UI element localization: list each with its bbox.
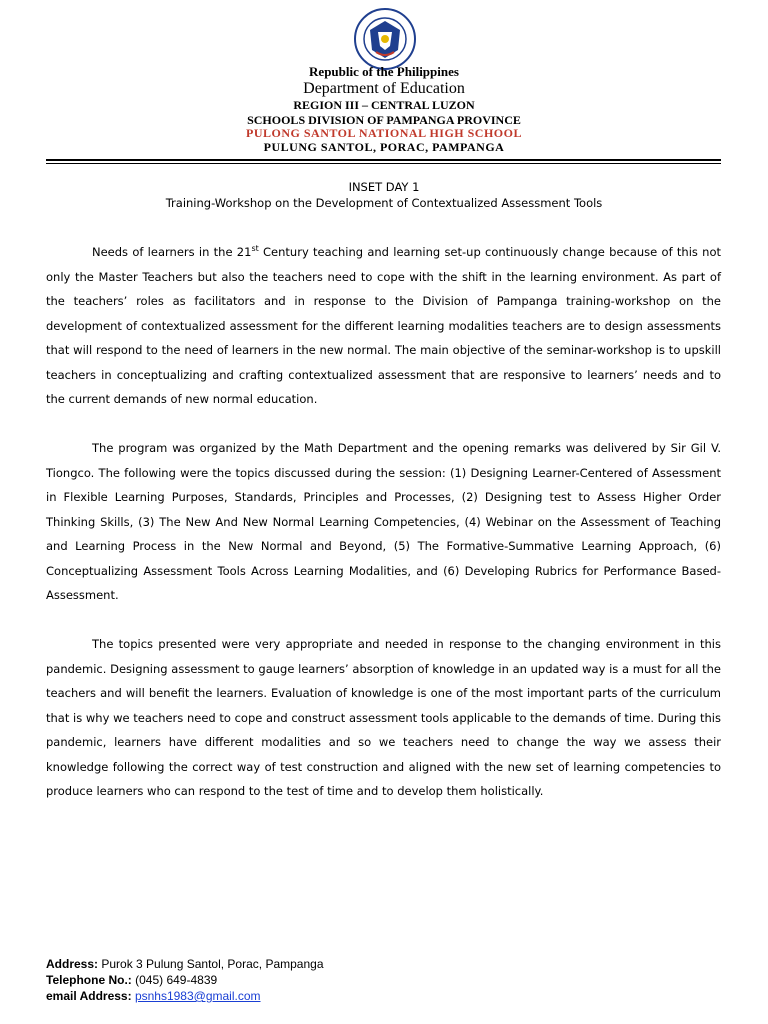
- department-heading: Department of Education: [303, 80, 465, 97]
- school-name-heading: PULONG SANTOL NATIONAL HIGH SCHOOL: [246, 126, 522, 140]
- body-paragraph-3: The topics presented were very appropriate and needed in response to the changing environment in this pandemic. Designing assessment to gauge learners’ absorption of knowledge in an updated way is a must for all the teachers and will benefit the learners. Evaluation of knowledge is one of the most important parts of the curriculum that is why we teachers need to cope and construct assessment tools applicable to the demands of time. During this pandemic, learners have different modalities and so we teachers need to change the way we assess their knowledge following the correct way of test construction and aligned with the new set of learning competencies to produce learners who can respond to the test of time and to develop them holistically.: [46, 637, 721, 798]
- address-label: Address:: [46, 957, 99, 971]
- p1-text-start: Needs of learners in the 21: [92, 245, 252, 259]
- document-subtitle: Training-Workshop on the Development of Contextualized Assessment Tools: [165, 196, 603, 210]
- header-divider-thick: [46, 159, 721, 161]
- division-heading: SCHOOLS DIVISION OF PAMPANGA PROVINCE: [247, 113, 521, 127]
- footer-telephone: [46, 973, 217, 987]
- school-address-heading: PULUNG SANTOL, PORAC, PAMPANGA: [263, 140, 505, 154]
- region-heading: REGION III – CENTRAL LUZON: [293, 98, 475, 112]
- deped-seal-logo: [354, 8, 416, 70]
- header-divider-thin: [46, 163, 721, 164]
- email-link[interactable]: psnhs1983@gmail.com: [134, 989, 261, 1003]
- p1-text-rest: Century teaching and learning set-up continuously change because of this not only the Master Teachers but also the teachers need to cope with the shift in the learning environment. As part of the teachers’ roles as facilitators and in response to the Division of Pampanga training-workshop on the development of contextualized assessment for the different learning modalities teachers are to design assessments that will respond to the need of learners in the new normal. The main objective of the seminar-workshop is to upskill teachers in conceptualizing and crafting contextualized assessment that are responsive to learners’ needs and to the current demands of new normal education.: [46, 245, 721, 406]
- telephone-value: (045) 649-4839: [131, 973, 218, 987]
- document-title: INSET DAY 1: [348, 180, 420, 194]
- address-value: Purok 3 Pulung Santol, Porac, Pampanga: [98, 957, 324, 971]
- republic-heading: Republic of the Philippines: [309, 64, 459, 79]
- telephone-label: Telephone No.:: [46, 973, 132, 987]
- p1-superscript: st: [251, 244, 259, 254]
- email-label: email Address:: [46, 989, 132, 1003]
- body-paragraph-2: The program was organized by the Math Department and the opening remarks was delivered by Sir Gil V. Tiongco. The following were the topics discussed during the session: (1) Designing Learner-Centered of Assessment in Flexible Learning Purposes, Standards, Principles and Processes, (2) Designing test to Assess Higher Order Thinking Skills, (3) The New And New Normal Learning Competencies, (4) Webinar on the Assessment of Teaching and Learning Process in the New Normal and Beyond, (5) The Formative-Summative Learning Approach, (6) Conceptualizing Assessment Tools Across Learning Modalities, and (6) Developing Rubrics for Performance Based-Assessment.: [46, 441, 721, 602]
- body-paragraph-1: [46, 240, 721, 412]
- footer-email: [46, 989, 261, 1003]
- footer-address: [46, 957, 324, 971]
